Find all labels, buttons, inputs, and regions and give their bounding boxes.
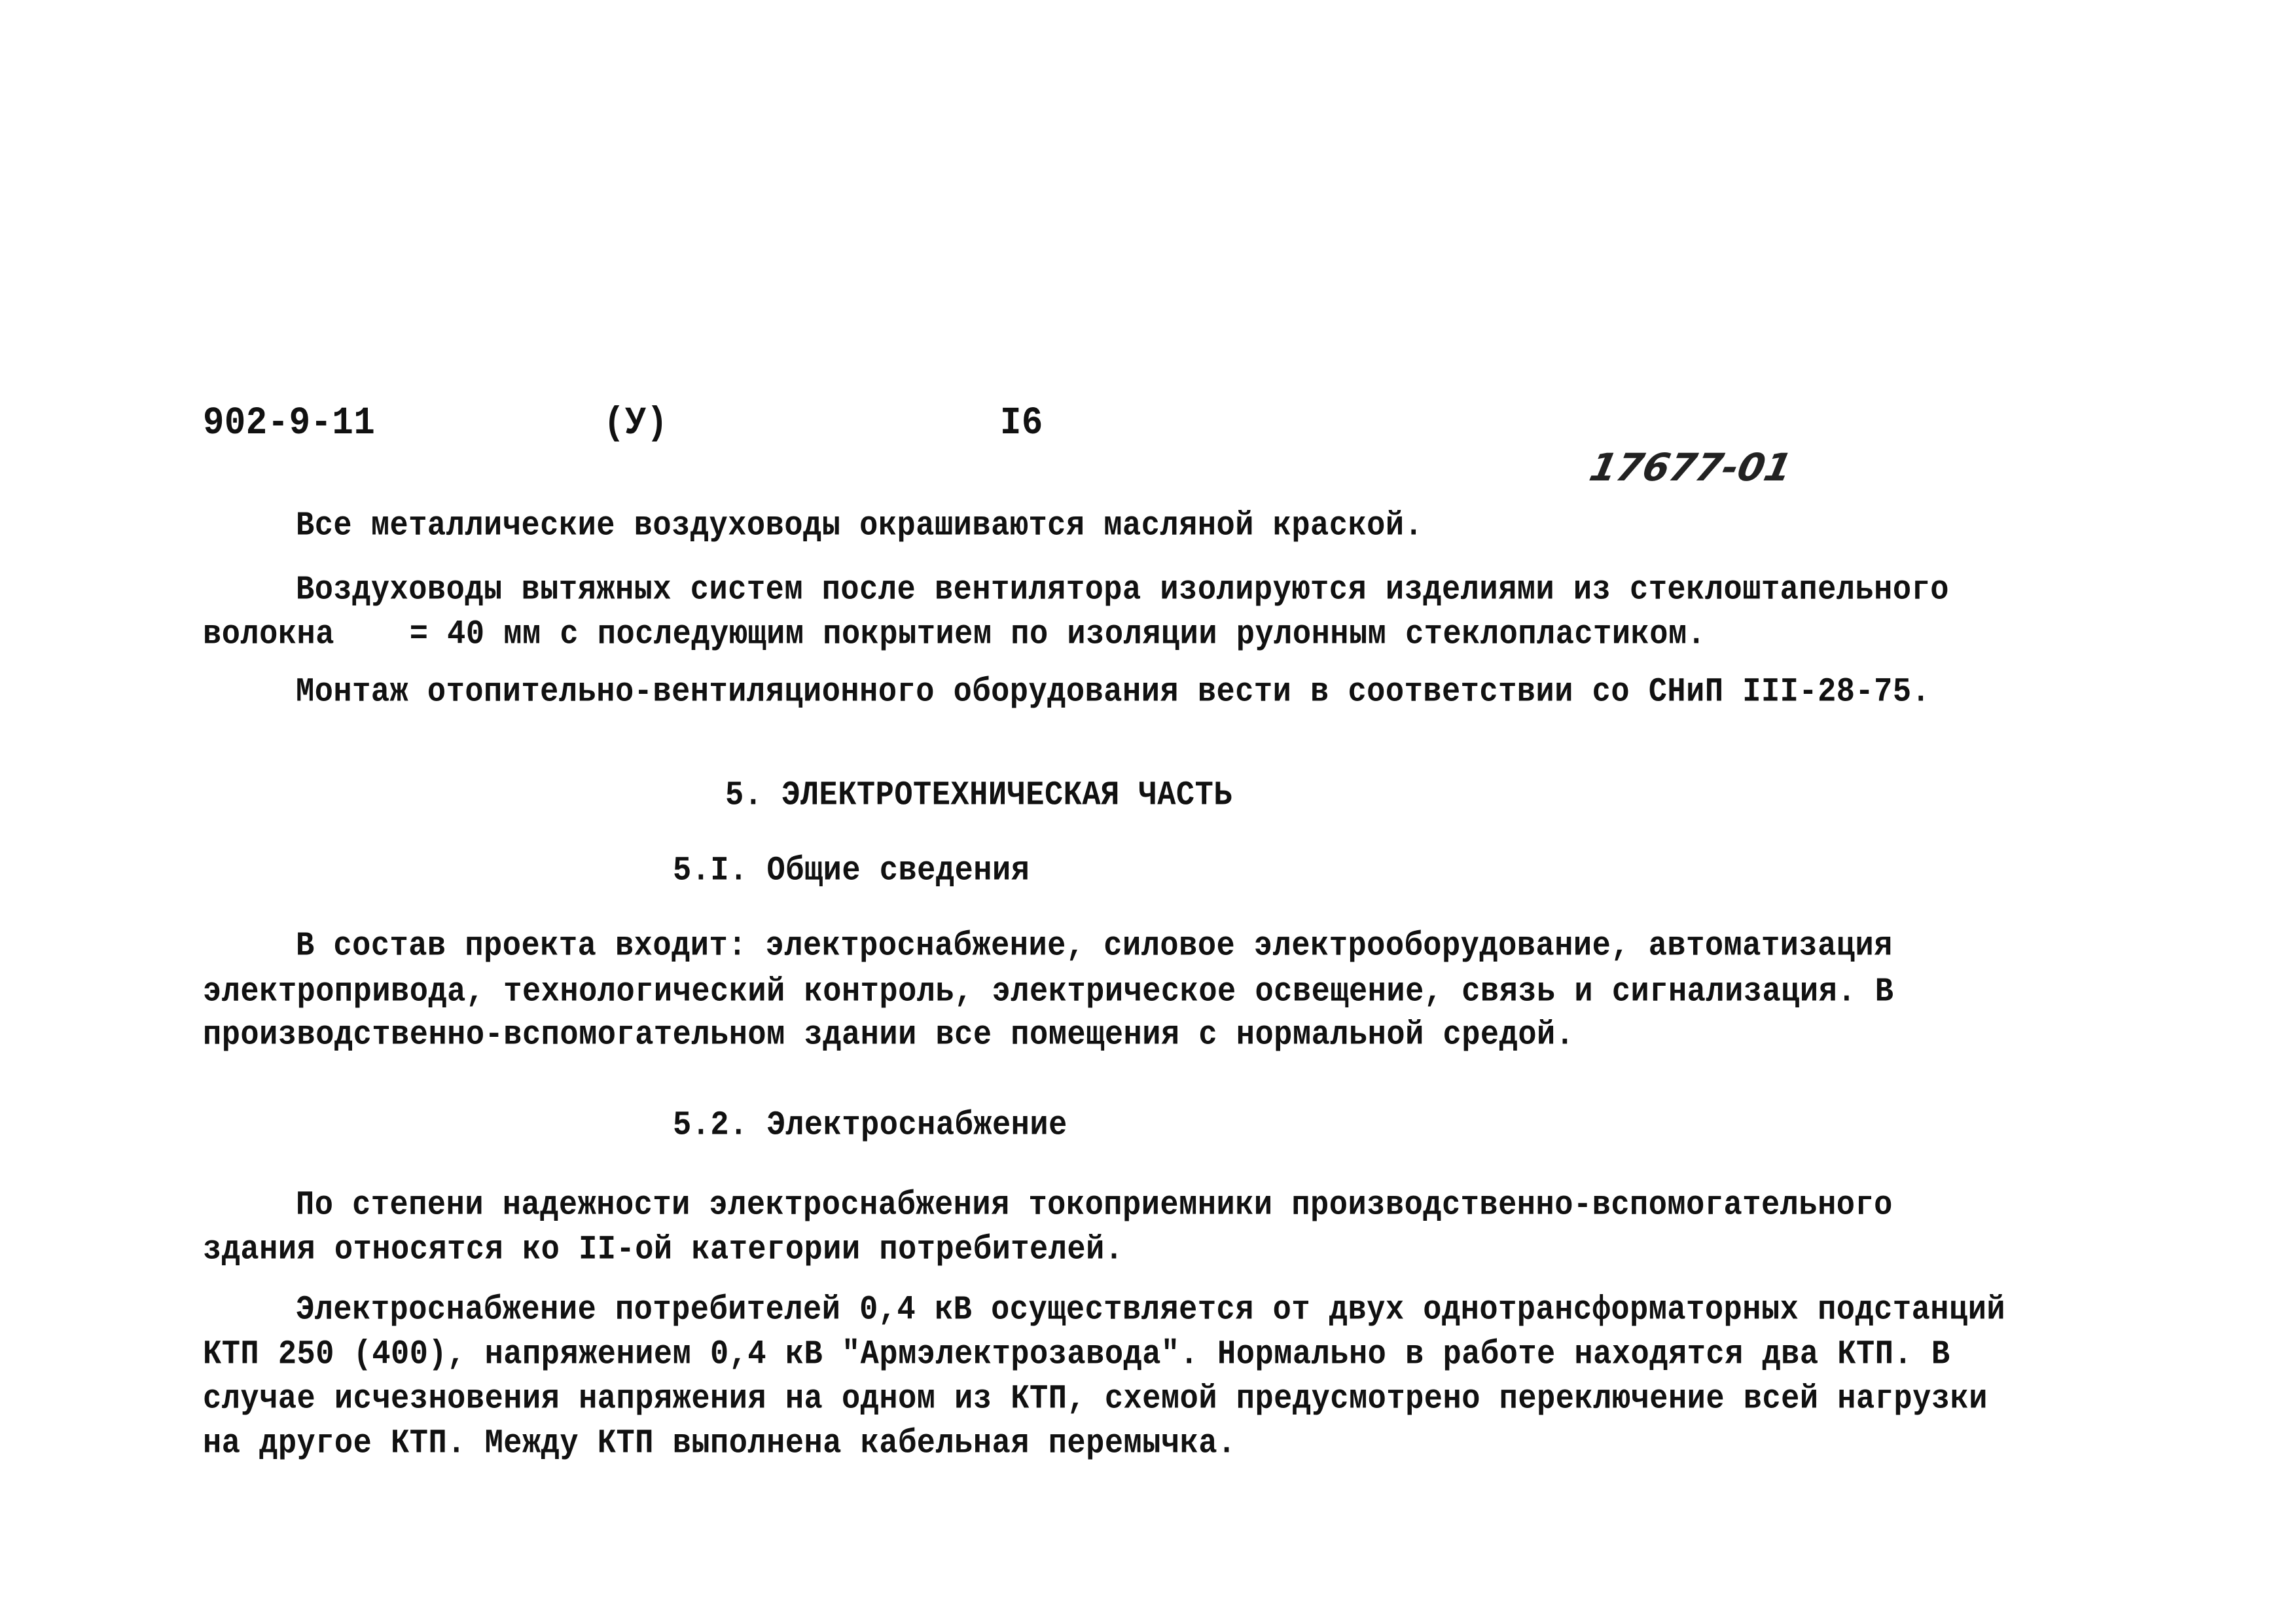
text-line: Электроснабжение потребителей 0,4 кВ осуществляется от двух однотрансформаторных подстанций (296, 1291, 2006, 1329)
section-5-title: 5. ЭЛЕКТРОТЕХНИЧЕСКАЯ ЧАСТЬ (725, 776, 1233, 815)
text-line: случае исчезновения напряжения на одном из КТП, схемой предусмотрено переключение всей нагрузки (203, 1380, 1988, 1418)
text-line: Монтаж отопительно-вентиляционного оборудования вести в соответствии со СНиП III-28-75. (296, 673, 1931, 712)
text-line: Воздуховоды вытяжных систем после вентилятора изолируются изделиями из стеклоштапельного (296, 571, 1950, 609)
text-line: В состав проекта входит: электроснабжение, силовое электрооборудование, автоматизация (296, 927, 1893, 965)
text-line: на другое КТП. Между КТП выполнена кабельная перемычка. (203, 1424, 1236, 1463)
text-line: электропривода, технологический контроль, электрическое освещение, связь и сигнализация. В (203, 973, 1894, 1011)
doc-code: 902-9-11 (203, 401, 376, 446)
text-line: Все металлические воздуховоды окрашиваются масляной краской. (296, 507, 1424, 545)
section-5-1-title: 5.I. Общие сведения (673, 852, 1030, 890)
text-line: здания относятся ко II-ой категории потребителей. (203, 1231, 1124, 1269)
page-number: I6 (1000, 401, 1043, 446)
variant-label: (У) (603, 401, 668, 446)
section-5-2-title: 5.2. Электроснабжение (673, 1106, 1067, 1145)
text-line: волокна = 40 мм с последующим покрытием по изоляции рулонным стеклопластиком. (203, 615, 1706, 654)
handwritten-number: 17677-01 (1585, 445, 1796, 490)
text-line: производственно-вспомогательном здании все помещения с нормальной средой. (203, 1016, 1575, 1055)
text-line: КТП 250 (400), напряжением 0,4 кВ "Армэлектрозавода". Нормально в работе находятся два КТП. В (203, 1335, 1950, 1374)
text-line: По степени надежности электроснабжения токоприемники производственно-вспомогательного (296, 1186, 1893, 1225)
